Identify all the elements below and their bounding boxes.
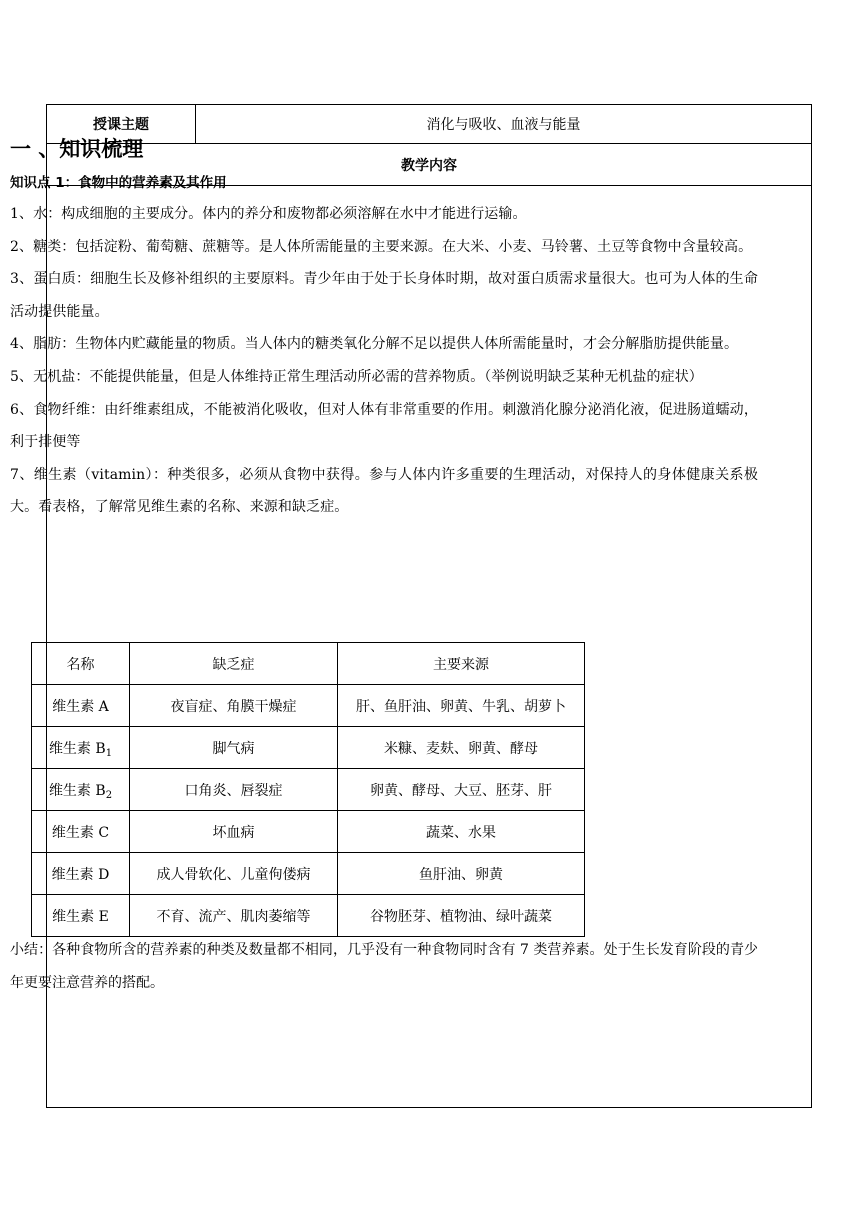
section-title: 一 、知识梳理 (10, 137, 144, 161)
vitamin-name: 维生素 A (32, 685, 130, 727)
paragraph-vitamin: 7、维生素（vitamin）：种类很多，必须从食物中获得。参与人体内许多重要的生理活动，对保持人的身体健康关系极大。看表格，了解常见维生素的名称、来源和缺乏症。 (10, 466, 758, 516)
table-header: 缺乏症 (130, 643, 338, 685)
point-title: 知识点 1：食物中的营养素及其作用 (10, 175, 227, 191)
vitamin-deficiency: 不育、流产、肌肉萎缩等 (130, 895, 338, 937)
vitamin-deficiency: 夜盲症、角膜干燥症 (130, 685, 338, 727)
vitamin-deficiency: 成人骨软化、儿童佝偻病 (130, 853, 338, 895)
vitamin-source: 谷物胚芽、植物油、绿叶蔬菜 (338, 895, 585, 937)
vitamin-source: 卵黄、酵母、大豆、胚芽、肝 (338, 769, 585, 811)
vitamin-name: 维生素 C (32, 811, 130, 853)
vitamin-deficiency: 口角炎、唇裂症 (130, 769, 338, 811)
vitamin-name: 维生素 $B_2$ (32, 769, 130, 811)
vitamin-deficiency: 坏血病 (130, 811, 338, 853)
content-title: 教学内容 (47, 144, 811, 186)
vitamin-source: 米糠、麦麸、卵黄、酵母 (338, 727, 585, 769)
table-row (32, 769, 585, 811)
summary: 小结：各种食物所含的营养素的种类及数量都不相同，几乎没有一种食物同时含有 7 类营养素。处于生长发育阶段的青少年更要注意营养的搭配。 (10, 942, 758, 991)
table-row (32, 853, 585, 895)
vitamin-name: 维生素 $B_1$ (32, 727, 130, 769)
topic-label: 授课主题 (47, 105, 196, 143)
paragraph-fat: 4、脂肪：生物体内贮藏能量的物质。当人体内的糖类氧化分解不足以提供人体所需能量时，才会分解脂肪提供能量。 (10, 336, 739, 353)
paragraph-water: 1、水：构成细胞的主要成分。体内的养分和废物都必须溶解在水中才能进行运输。 (10, 206, 527, 222)
vitamin-source: 鱼肝油、卵黄 (338, 853, 585, 895)
table-row (32, 895, 585, 937)
table-header: 名称 (32, 643, 130, 685)
vitamin-table (31, 642, 585, 937)
vitamin-source: 蔬菜、水果 (338, 811, 585, 853)
paragraph-minerals: 5、无机盐：不能提供能量，但是人体维持正常生理活动所必需的营养物质。（举例说明缺乏某种无机盐的症状） (10, 368, 703, 385)
topic-value: 消化与吸收、血液与能量 (426, 117, 581, 133)
table-row (32, 685, 585, 727)
table-row (32, 811, 585, 853)
paragraph-protein: 3、蛋白质：细胞生长及修补组织的主要原料。青少年由于处于长身体时期，故对蛋白质需求量很大。也可为人体的生命活动提供能量。 (10, 271, 758, 320)
table-row (32, 727, 585, 769)
paragraph-carbohydrate: 2、糖类：包括淀粉、葡萄糖、蔗糖等。是人体所需能量的主要来源。在大米、小麦、马铃薯、土豆等食物中含量较高。 (10, 238, 753, 255)
vitamin-name: 维生素 D (32, 853, 130, 895)
table-header: 主要来源 (338, 643, 585, 685)
table-header-row (32, 643, 585, 685)
vitamin-source: 肝、鱼肝油、卵黄、牛乳、胡萝卜 (338, 685, 585, 727)
vitamin-name: 维生素 E (32, 895, 130, 937)
vitamin-deficiency: 脚气病 (130, 727, 338, 769)
paragraph-fiber: 6、食物纤维：由纤维素组成，不能被消化吸收，但对人体有非常重要的作用。刺激消化腺分泌消化液，促进肠道蠕动，利于排便等 (10, 401, 758, 451)
content-body (10, 134, 758, 524)
